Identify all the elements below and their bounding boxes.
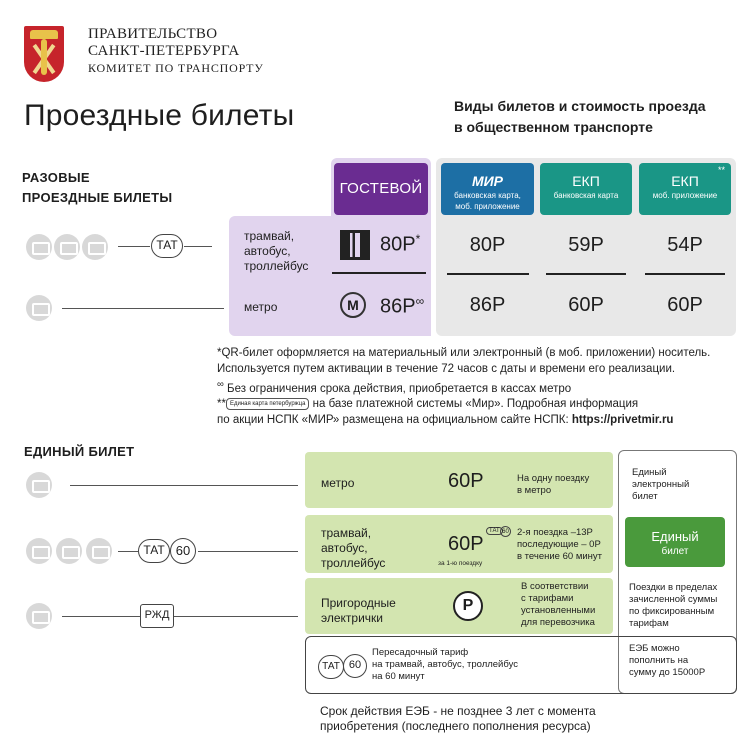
guest-price-value: 80Р [380,233,416,256]
section-line-2: ПРОЕЗДНЫЕ БИЛЕТЫ [22,190,173,205]
ekp-card-badge: Единая карта петербуржца [226,398,310,410]
guest-metro-mark: ∞ [415,294,425,308]
divider [332,272,426,274]
divider [546,273,626,275]
guest-price-metro [380,294,424,319]
ebtn-line1: Единый [651,529,699,544]
ebtn-line2: билет [661,546,689,557]
unified-surface-price: 60Р [448,533,484,555]
bus-icon [54,234,80,260]
bus-icon [56,538,82,564]
metro-logo-icon: М [340,292,366,318]
footnotes [217,346,737,428]
label-bus: автобус, [321,541,368,555]
footer-line-1: Срок действия ЕЭБ - не позднее 3 лет с момента [320,704,596,718]
connector-line [184,246,212,247]
transfer-line: на трамвай, автобус, троллейбус [372,659,518,670]
tat-badge: ТАТ [318,655,344,679]
mir-title: МИР [471,173,504,189]
guest-price-surface [380,232,420,257]
note-unlimited [217,377,737,397]
ekp-app-sub1: моб. приложение [652,191,718,200]
unified-ticket-heading: ЕДИНЫЙ БИЛЕТ [24,444,135,459]
desc-line: 2-я поездка –13Р [517,527,593,538]
mir-card-header [441,163,534,215]
first-trip-note: за 1-ю поездку [438,560,483,567]
side-text-3 [629,643,705,679]
unified-metro-label: метро [321,476,355,490]
transfer-text [372,647,518,683]
connector-line [62,308,224,309]
tat-badge: ТАТ [138,539,170,563]
note-ekp [217,397,737,413]
trolleybus-icon [86,538,112,564]
side-line: электронный [632,479,690,490]
sixty-minutes-icon: 60 [343,654,367,678]
desc-line: На одну поездку [517,473,590,484]
desc-line: В соответствии [521,581,589,592]
tat-badge: ТАТ [151,234,183,258]
divider [447,273,529,275]
label-tram: трамвай, [321,526,372,540]
side-line: ЕЭБ можно [629,643,680,654]
desc-line: в течение 60 минут [517,551,602,562]
crown-icon [30,30,58,39]
footer-line-2: приобретения (последнего пополнения ресурса) [320,719,591,733]
label-tram: трамвай, [244,229,295,243]
note-nspk-text: по акции НСПК «МИР» размещена на официальном сайте НСПК: [217,413,572,426]
parking-p-icon: Р [453,591,483,621]
footnote-mark: ** [717,165,725,175]
ekp-app-title: ЕКП [671,173,699,189]
sixty-mini-icon: 60 [500,526,511,537]
ekp-sub1: банковская карта [553,191,619,200]
note-nspk [217,413,737,429]
note-unlimited-text: Без ограничения срока действия, приобретается в кассах метро [227,382,572,395]
divider [645,273,725,275]
rzd-badge: РЖД [140,604,174,628]
desc-line: установленными [521,605,596,616]
side-text-2 [629,582,717,630]
unified-metro-desc [517,473,589,497]
guest-price-mark: * [415,232,421,246]
tram-icon [26,234,52,260]
org-line-3: КОМИТЕТ ПО ТРАНСПОРТУ [88,61,264,75]
page-subtitle [454,96,706,138]
label-trolley: троллейбус [321,556,386,570]
qr-code-icon [340,230,370,260]
transfer-line: Пересадочный тариф [372,647,469,658]
side-line: зачисленной суммы [629,594,718,605]
sixty-minutes-icon: 60 [170,538,196,564]
side-line: Поездки в пределах [629,582,718,593]
trolleybus-icon [82,234,108,260]
connector-line [174,616,298,617]
connector-line [70,485,298,486]
tat-mini-badge: ТАТ [486,527,503,535]
ekp-app-price-metro: 60Р [667,294,703,316]
subtitle-line-1: Виды билетов и стоимость проезда [454,98,706,114]
guest-metro-value: 86Р [380,295,416,318]
connector-line [118,246,150,247]
suburban-train-icon [26,603,52,629]
organization-name [88,26,264,77]
label-bus: автобус, [244,244,291,258]
org-line-2: САНКТ-ПЕТЕРБУРГА [88,43,240,59]
unified-suburban-desc [521,581,595,629]
unified-ticket-badge [625,517,725,567]
desc-line: последующие – 0Р [517,539,601,550]
side-line: тарифам [629,618,669,629]
mir-price-metro: 86Р [469,294,506,316]
note-mark: ∞ [217,379,224,390]
side-line: сумму до 15000Р [629,667,706,678]
ekp-card-header [540,163,632,215]
label-suburban-1: Пригородные [321,596,396,610]
connector-line [198,551,298,552]
unified-surface-label [321,526,385,571]
section-line-1: РАЗОВЫЕ [22,170,90,185]
row-label-surface [244,229,308,274]
label-suburban-2: электрички [321,611,383,625]
tram-icon [26,538,52,564]
note-qr: *QR-билет оформляется на материальный или электронный (в моб. приложении) носитель. Используется путем активации в течение 72 часов с даты и времени его реализации. [217,347,711,375]
side-line: Единый [632,467,667,478]
spb-coat-of-arms [24,26,64,82]
label-trolley: троллейбус [244,259,309,273]
note-ekp-text: на базе платежной системы «Мир». Подробная информация [312,398,639,411]
connector-line [118,551,138,552]
side-line: билет [632,491,658,502]
mir-sub2: моб. приложение [455,202,520,211]
metro-train-icon [26,472,52,498]
transfer-line: на 60 минут [372,671,425,682]
unified-metro-price: 60Р [448,470,484,492]
subtitle-line-2: в общественном транспорте [454,119,653,135]
validity-footer [320,704,596,734]
ekp-app-price-surface: 54Р [667,234,703,256]
mir-price-surface: 80Р [469,234,506,256]
privetmir-link[interactable]: https://privetmir.ru [571,413,674,426]
desc-line: в метро [517,485,552,496]
unified-suburban-label [321,596,396,626]
metro-train-icon [26,295,52,321]
ekp-price-metro: 60Р [568,294,604,316]
ekp-price-surface: 59Р [568,234,604,256]
ekp-title: ЕКП [572,173,600,189]
unified-surface-desc [517,527,602,563]
side-text-1 [632,467,689,503]
guest-ticket-header: ГОСТЕВОЙ [334,163,428,215]
single-tickets-heading [22,168,172,208]
mir-sub1: банковская карта, [454,191,521,200]
desc-line: для перевозчика [521,617,595,628]
note-mark: ** [217,398,226,411]
page-title: Проездные билеты [24,99,295,132]
desc-line: с тарифами [521,593,574,604]
side-line: по фиксированным [629,606,715,617]
ekp-app-header [639,163,731,215]
side-line: пополнить на [629,655,689,666]
org-line-1: ПРАВИТЕЛЬСТВО [88,26,218,42]
row-label-metro: метро [244,300,278,314]
connector-line [62,616,140,617]
